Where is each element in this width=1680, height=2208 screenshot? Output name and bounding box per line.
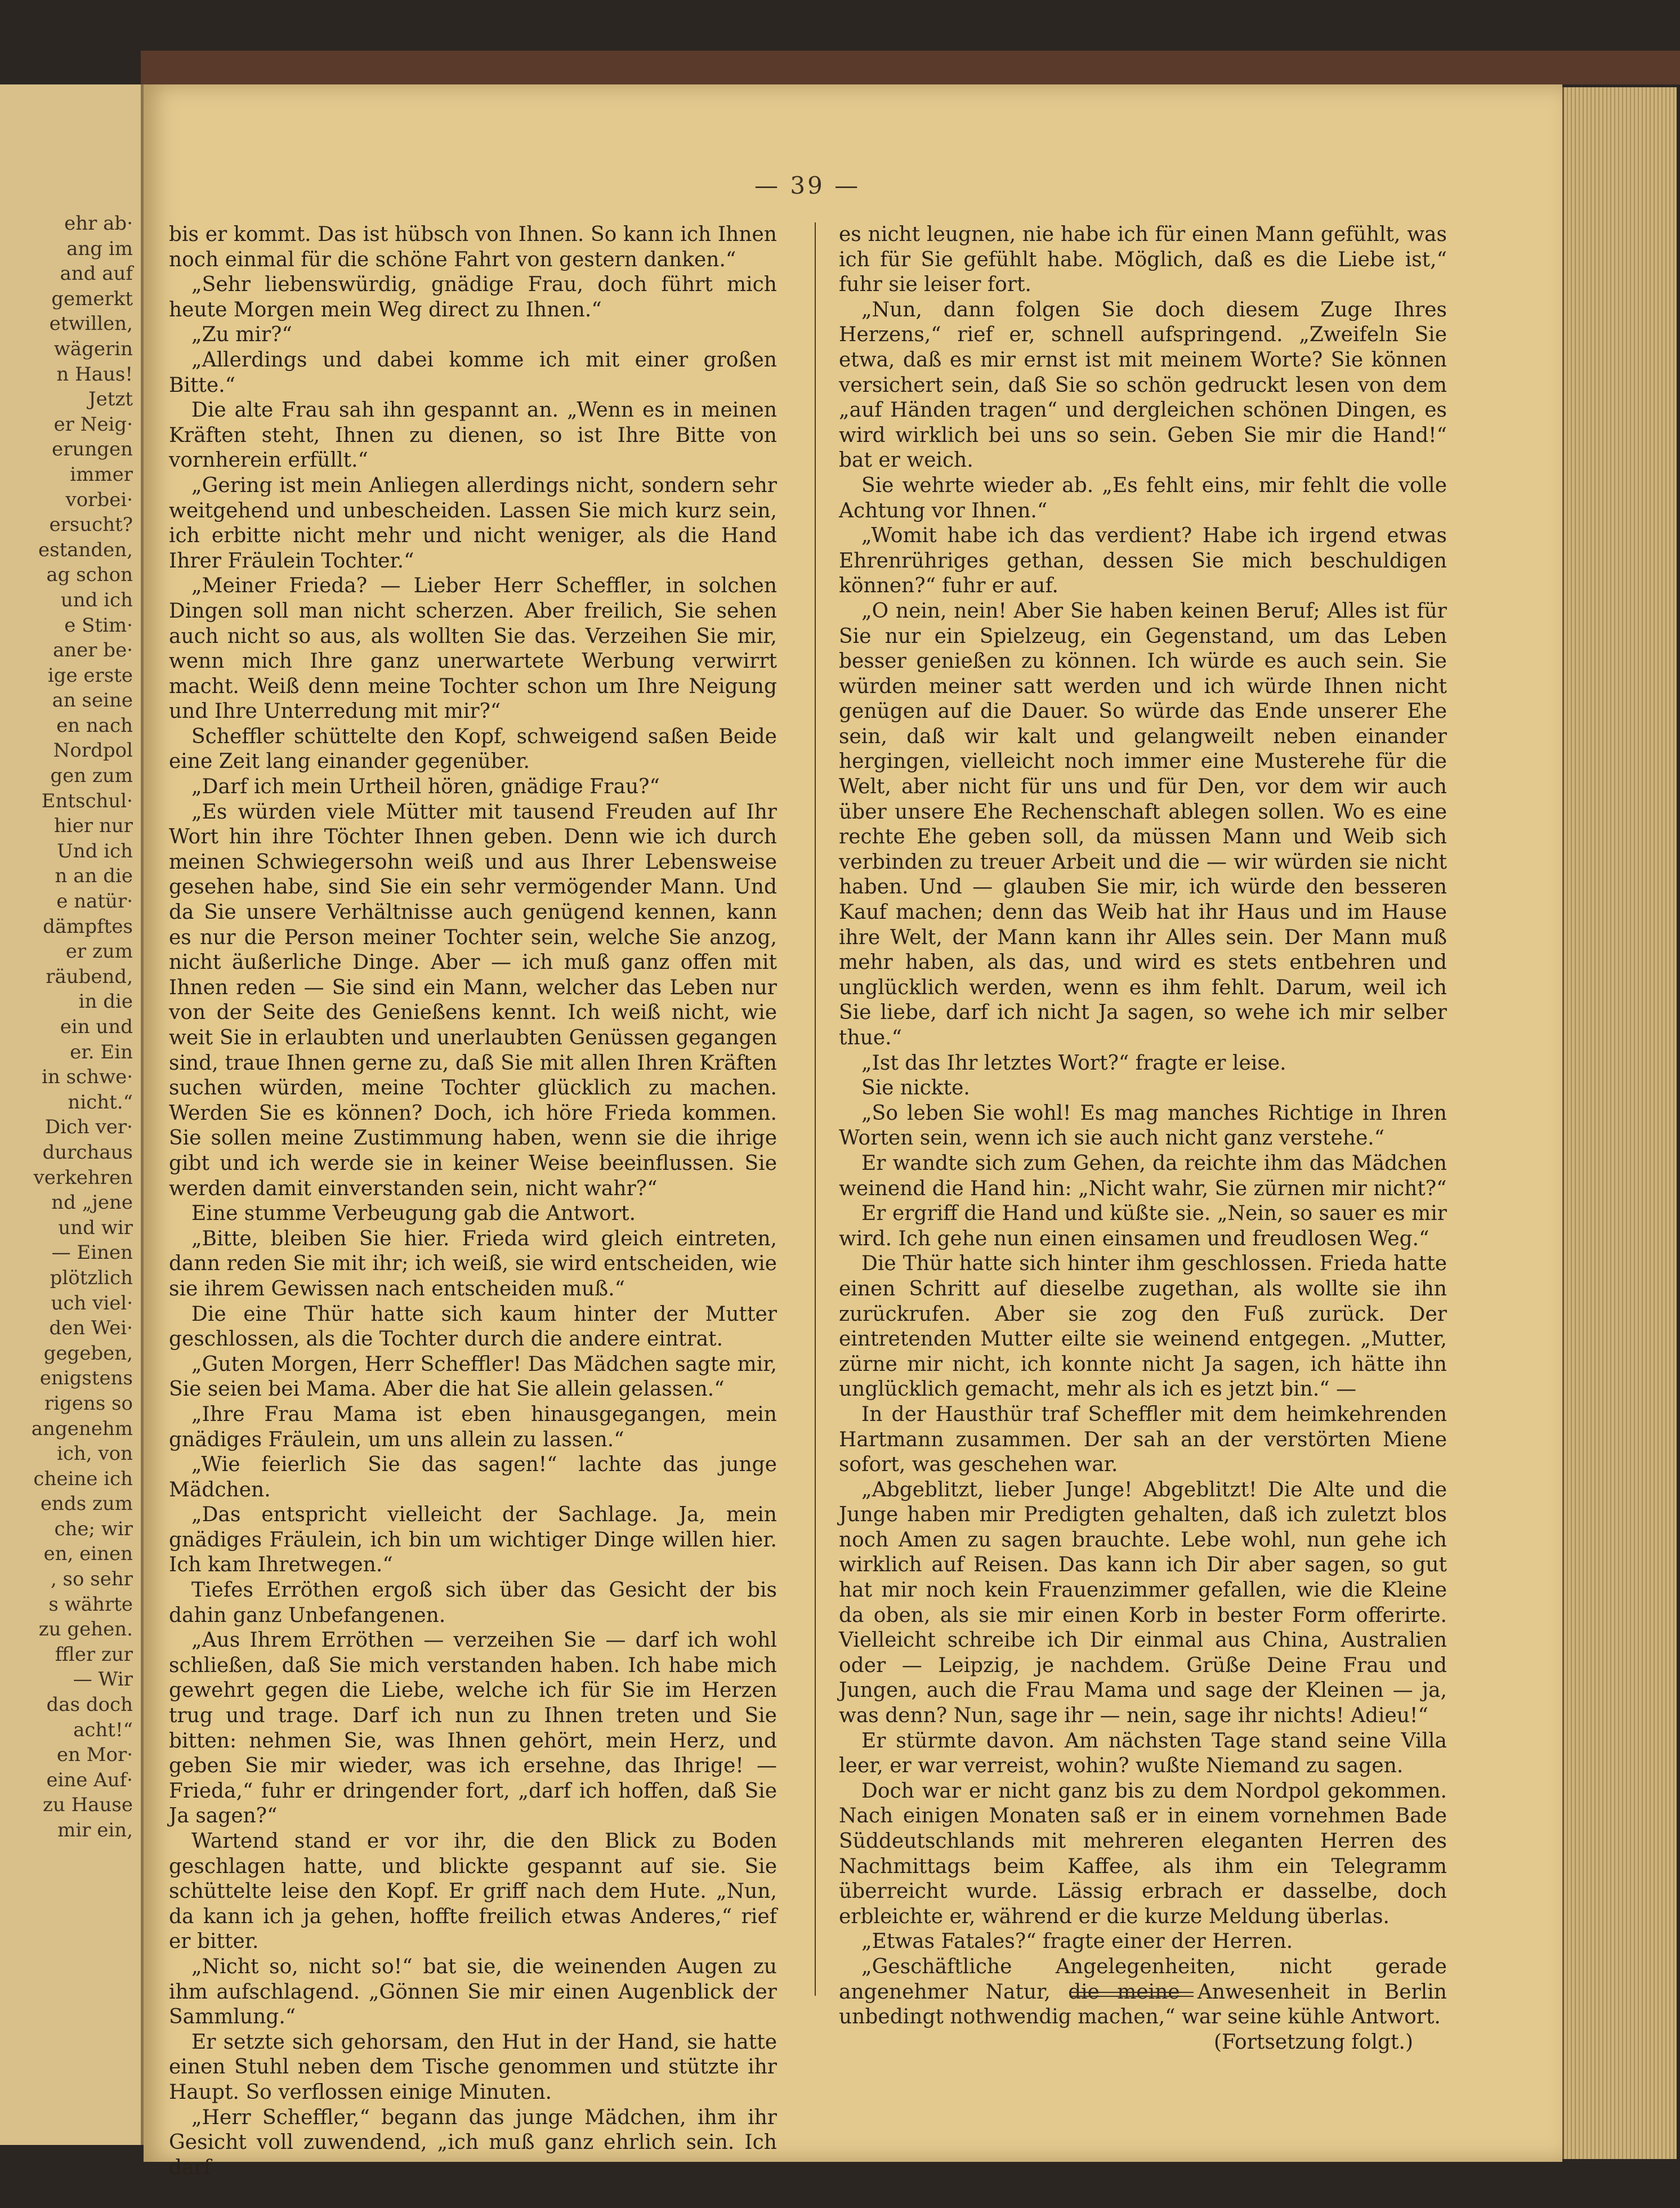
paragraph: Wartend stand er vor ihr, die den Blick zu Boden geschlagen hatte, und blickte gespannt auf sie. Sie schüttelte leise den Kopf. Er griff nach dem Hute. „Nun, da kann ich ja gehen, hoffte freilich etwas Anderes,“ rief er bitter. [169, 1830, 777, 1954]
facing-page-line: n an die [55, 865, 133, 888]
facing-page-line: Jetzt [88, 388, 133, 411]
facing-page-line: Dich ver· [44, 1116, 133, 1139]
facing-page-line: und ich [60, 588, 133, 611]
facing-page-line: ich, von [56, 1442, 133, 1465]
facing-page-line: estanden, [38, 538, 133, 561]
facing-page-line: ein und [60, 1016, 133, 1038]
facing-page-line: plötzlich [50, 1266, 133, 1289]
facing-page-line: ang im [66, 237, 133, 260]
paragraph: Die alte Frau sah ihn gespannt an. „Wenn es in meinen Kräften steht, Ihnen zu dienen, so ist Ihre Bitte von vornherein erfüllt.“ [169, 399, 777, 472]
facing-page-line: erungen [52, 438, 133, 461]
facing-page-line: nd „jene [51, 1191, 133, 1214]
facing-page-line: cheine ich [33, 1467, 133, 1490]
paragraph: „Aus Ihrem Erröthen — verzeihen Sie — darf ich wohl schließen, daß Sie mich verstanden haben. Ich habe mich gewehrt gegen die Liebe, welche ich für Sie im Herzen trug und trage. Darf ich nun zu Ihnen treten und Sie bitten: nehmen Sie, was Ihnen gehört, mein Herz, und geben Sie mir wieder, was ich ersehne, das Ihrige! — Frieda,“ fuhr er dringender fort, „darf ich hoffen, daß Sie Ja sagen?“ [169, 1629, 777, 1828]
facing-page-line: Und ich [57, 839, 133, 862]
facing-page-line: an seine [52, 689, 133, 712]
paragraph: „Allerdings und dabei komme ich mit einer großen Bitte.“ [169, 348, 777, 397]
facing-page-line: ag schon [46, 564, 133, 587]
paragraph: „Womit habe ich das verdient? Habe ich irgend etwas Ehrenrühriges gethan, dessen Sie mich beschuldigen können?“ fuhr er auf. [839, 524, 1447, 598]
paragraph: „So leben Sie wohl! Es mag manches Richtige in Ihren Worten sein, wenn ich sie auch nicht ganz verstehe.“ [839, 1101, 1447, 1150]
paragraph: Tiefes Erröthen ergoß sich über das Gesicht der bis dahin ganz Unbefangenen. [169, 1579, 777, 1627]
paragraph: es nicht leugnen, nie habe ich für einen Mann gefühlt, was ich für Sie gefühlt habe. Möglich, daß es die Liebe ist,“ fuhr sie leiser fort. [839, 223, 1447, 297]
facing-page-line: Nordpol [53, 739, 133, 762]
facing-page-line: e natür· [56, 890, 133, 913]
paragraph: „O nein, nein! Aber Sie haben keinen Beruf; Alles ist für Sie nur ein Spielzeug, ein Gegenstand, um das Leben besser genießen zu können. Ich würde es auch sein. Sie würden meiner satt werden und ich würde Ihnen nicht genügen auf die Dauer. So würde das Ende unserer Ehe sein, daß wir kalt und gelangweilt neben einander hergingen, vielleicht noch immer eine Musterehe für die Welt, aber nicht für uns und für Den, vor dem wir auch über unsere Ehe Rechenschaft ablegen sollen. Wo es eine rechte Ehe geben soll, da müssen Mann und Weib sich verbinden zu treuer Arbeit und die — wir würden sie nicht haben. Und — glauben Sie mir, ich würde den besseren Kauf machen; denn das Weib hat ihr Haus und im Hause ihre Welt, der Mann kann ihr Alles sein. Der Mann muß mehr haben, als das, und wird es stets entbehren und unglücklich werden, wenn es ihm fehlt. Darum, weil ich Sie liebe, darf ich nicht Ja sagen, so wehe ich mir selber thue.“ [839, 599, 1447, 1049]
facing-page-line: en, einen [43, 1543, 133, 1566]
paragraph: „Ist das Ihr letztes Wort?“ fragte er leise. [861, 1051, 1286, 1075]
text-column-right [839, 222, 1447, 2080]
facing-page-line: enigstens [39, 1367, 133, 1390]
page-edges [1562, 87, 1677, 2159]
facing-page-line: ehr ab· [64, 212, 133, 235]
text-column-left [169, 222, 777, 2179]
facing-page-line: en Mor· [56, 1744, 133, 1767]
facing-page-line: mir ein, [57, 1819, 133, 1842]
paragraph: „Ihre Frau Mama ist eben hinausgegangen, mein gnädiges Fräulein, um uns allein zu lassen.“ [169, 1402, 777, 1451]
paragraph: Eine stumme Verbeugung gab die Antwort. [191, 1202, 636, 1226]
paragraph: Er stürmte davon. Am nächsten Tage stand seine Villa leer, er war verreist, wohin? wußte Niemand zu sagen. [839, 1729, 1447, 1778]
column-divider [815, 222, 816, 1996]
paragraph: Scheffler schüttelte den Kopf, schweigend saßen Beide eine Zeit lang einander gegenüber. [169, 725, 777, 774]
facing-page-line: er zum [65, 940, 133, 963]
paragraph: „Geschäftliche Angelegenheiten, nicht gerade angenehmer Natur, die meine Anwesenheit in Berlin unbedingt nothwendig machen,“ war seine kühle Antwort. [839, 1955, 1447, 2029]
paragraph: „Sehr liebenswürdig, gnädige Frau, doch führt mich heute Morgen mein Weg direct zu Ihnen.“ [169, 273, 777, 321]
paragraph: „Meiner Frieda? — Lieber Herr Scheffler, in solchen Dingen soll man nicht scherzen. Aber freilich, Sie sehen auch nicht so aus, als wollten Sie das. Verzeihen Sie mir, wenn mich Ihre ganz unerwartete Werbung verwirrt macht. Weiß denn meine Tochter schon um Ihre Neigung und Ihre Unterredung mit mir?“ [169, 574, 777, 723]
facing-page-line: nicht.“ [68, 1090, 133, 1114]
facing-page-line: ige erste [47, 664, 133, 687]
facing-page-line: etwillen, [49, 312, 133, 336]
paragraph: „Es würden viele Mütter mit tausend Freuden auf Ihr Wort hin ihre Töchter Ihnen geben. Denn wie ich durch meinen Schwiegersohn weiß und aus Ihrer Lebensweise gesehen habe, sind Sie ein sehr vermögender Mann. Und da Sie unsere Verhältnisse auch genügend kennen, kann es nur die Person meiner Tochter sein, welche Sie anzog, nicht äußerliche Dinge. Aber — ich muß ganz offen mit Ihnen reden — Sie sind ein Mann, welcher das Leben nur von der Seite des Genießens kennt. Ich weiß nicht, wie weit Sie in erlaubten und unerlaubten Genüssen gegangen sind, traue Ihnen gerne zu, daß Sie mit allen Ihren Kräften suchen würden, meine Tochter glücklich zu machen. Werden Sie es können? Doch, ich höre Frieda kommen. Sie sollen meine Zustimmung haben, wenn sie die ihrige gibt und ich werde sie in keiner Weise beeinflussen. Sie werden damit einverstanden sein, nicht wahr?“ [169, 800, 777, 1200]
paragraph: „Guten Morgen, Herr Scheffler! Das Mädchen sagte mir, Sie seien bei Mama. Aber die hat Sie allein gelassen.“ [169, 1352, 777, 1401]
facing-page-line: — Wir [73, 1668, 133, 1691]
facing-page-line: er Neig· [53, 413, 133, 436]
facing-page-line: in schwe· [42, 1066, 133, 1089]
facing-page-line: wägerin [53, 337, 133, 360]
paragraph: Doch war er nicht ganz bis zu dem Nordpol gekommen. Nach einigen Monaten saß er in einem vornehmen Bade Süddeutschlands mit mehreren eleganten Herren des Nachmittags beim Kaffee, als ihm ein Telegramm überreicht wurde. Lässig erbrach er dasselbe, doch erbleichte er, während er die kurze Meldung überlas. [839, 1779, 1447, 1928]
facing-page-line: das doch [46, 1693, 133, 1717]
facing-page-left [0, 84, 144, 2145]
facing-page-line: durchaus [42, 1141, 133, 1164]
facing-page-line: — Einen [51, 1241, 133, 1264]
facing-page-line: angenehm [31, 1417, 133, 1440]
facing-page-line: er. Ein [70, 1040, 133, 1063]
facing-page-line: and auf [60, 262, 133, 285]
facing-page-line: ends zum [40, 1492, 133, 1516]
facing-page-line: gegeben, [43, 1342, 133, 1365]
facing-page-line: rigens so [44, 1392, 133, 1415]
paragraph: „Wie feierlich Sie das sagen!“ lachte das junge Mädchen. [169, 1453, 777, 1501]
page-number: — 39 — [754, 172, 861, 199]
facing-page-line: zu Hause [42, 1794, 133, 1817]
paragraph: „Herr Scheffler,“ begann das junge Mädchen, ihm ihr Gesicht voll zuwendend, „ich muß ganz ehrlich sein. Ich darf [169, 2106, 777, 2179]
paragraph: „Nun, dann folgen Sie doch diesem Zuge Ihres Herzens,“ rief er, schnell aufspringend. „Zweifeln Sie etwa, daß es mir ernst ist mit meinem Worte? Sie können versichert sein, daß Sie so schön gedruckt lesen von dem „auf Händen tragen“ und dergleichen schönen Dingen, es wird wirklich bei uns so sein. Geben Sie mir die Hand!“ bat er weich. [839, 298, 1447, 472]
paragraph: „Zu mir?“ [191, 323, 292, 347]
facing-page-line: eine Auf· [46, 1768, 133, 1791]
paragraph: „Etwas Fatales?“ fragte einer der Herren. [861, 1930, 1293, 1954]
facing-page-line: s währte [48, 1593, 133, 1616]
paragraph: Die Thür hatte sich hinter ihm geschlossen. Frieda hatte einen Schritt auf dieselbe zugethan, als wollte sie ihn zurückrufen. Aber sie zog den Fuß zurück. Der eintretenden Mutter eilte sie weinend entgegen. „Mutter, zürne mir nicht, ich konnte nicht Ja sagen, ich hätte ihn unglücklich gemacht, mehr als ich es jetzt bin.“ — [839, 1252, 1447, 1401]
facing-page-line: den Wei· [49, 1317, 133, 1340]
book-binding [141, 51, 1680, 84]
end-rule [1070, 1992, 1194, 1997]
paragraph: Er ergriff die Hand und küßte sie. „Nein, so sauer es mir wird. Ich gehe nun einen einsamen und freudlosen Weg.“ [839, 1202, 1447, 1250]
paragraph: Die eine Thür hatte sich kaum hinter der Mutter geschlossen, als die Tochter durch die andere eintrat. [169, 1302, 777, 1351]
paragraph: In der Hausthür traf Scheffler mit dem heimkehrenden Hartmann zusammen. Der sah an der verstörten Miene sofort, was geschehen war. [839, 1402, 1447, 1477]
facing-page-line: gen zum [50, 765, 133, 788]
facing-page-line: zu gehen. [38, 1618, 133, 1641]
facing-page-line: aner be· [52, 639, 133, 662]
facing-page-line: dämpftes [43, 915, 133, 938]
facing-page-line: che; wir [54, 1517, 133, 1540]
paragraph: bis er kommt. Das ist hübsch von Ihnen. So kann ich Ihnen noch einmal für die schöne Fahrt von gestern danken.“ [169, 223, 777, 271]
paragraph: „Nicht so, nicht so!“ bat sie, die weinenden Augen zu ihm aufschlagend. „Gönnen Sie mir einen Augenblick der Sammlung.“ [169, 1955, 777, 2029]
facing-page-line: e Stim· [64, 614, 133, 637]
paragraph: Er wandte sich zum Gehen, da reichte ihm das Mädchen weinend die Hand hin: „Nicht wahr, Sie zürnen mir nicht?“ [839, 1151, 1447, 1200]
paragraph: „Das entspricht vielleicht der Sachlage. Ja, mein gnädiges Fräulein, ich bin um wichtiger Dinge willen hier. Ich kam Ihretwegen.“ [169, 1503, 777, 1577]
facing-page-line: ffler zur [55, 1643, 133, 1666]
facing-page-line: n Haus! [56, 363, 133, 386]
facing-page-line: hier nur [53, 815, 133, 838]
paragraph: „Darf ich mein Urtheil hören, gnädige Frau?“ [191, 775, 660, 799]
facing-page-line: und wir [58, 1216, 133, 1239]
paragraph: Sie wehrte wieder ab. „Es fehlt eins, mir fehlt die volle Achtung vor Ihnen.“ [839, 473, 1447, 522]
paragraph: Sie nickte. [861, 1076, 970, 1100]
paragraph: „Bitte, bleiben Sie hier. Frieda wird gleich eintreten, dann reden Sie mit ihr; ich weiß, sie wird entscheiden, wie sie ihrem Gewissen nach entscheiden muß.“ [169, 1227, 777, 1300]
facing-page-line: immer [70, 463, 133, 486]
facing-page-text [3, 211, 133, 1843]
paragraph: „Gering ist mein Anliegen allerdings nicht, sondern sehr weitgehend und unbescheiden. Lassen Sie mich kurz sein, ich erbitte nicht mehr und nicht weniger, als die Hand Ihrer Fräulein Tochter.“ [169, 473, 777, 573]
facing-page-line: in die [78, 990, 133, 1013]
facing-page-line: vorbei· [65, 488, 133, 511]
facing-page-line: räubend, [46, 965, 133, 988]
facing-page-line: ersucht? [49, 513, 133, 537]
facing-page-line: verkehren [33, 1166, 133, 1189]
paragraph: „Abgeblitzt, lieber Junge! Abgeblitzt! Die Alte und die Junge haben mir Predigten gehalten, daß ich zuletzt blos noch Amen zu sagen brauchte. Lebe wohl, nun gehe ich wirklich auf Reisen. Das kann ich Dir aber sagen, so gut hat mir noch kein Frauenzimmer gefallen, wie die Kleine da oben, als sie mir einen Korb in bester Form offerirte. Vielleicht schreibe ich Dir einmal aus China, Australien oder — Leipzig, je nachdem. Grüße Deine Frau und Jungen, auch die Frau Mama und sage der Kleinen — ja, was denn? Nun, sage ihr — nein, sage ihr nichts! Adieu!“ [839, 1478, 1447, 1728]
facing-page-line: gemerkt [51, 287, 133, 310]
facing-page-line: Entschul· [41, 789, 133, 812]
facing-page-line: , so sehr [50, 1568, 133, 1591]
paragraph: Er setzte sich gehorsam, den Hut in der Hand, sie hatte einen Stuhl neben dem Tische genommen und stützte ihr Haupt. So verflossen einige Minuten. [169, 2030, 777, 2104]
facing-page-line: acht!“ [73, 1718, 133, 1741]
facing-page-line: en nach [56, 714, 133, 737]
facing-page-line: uch viel· [51, 1291, 133, 1315]
paragraph: (Fortsetzung folgt.) [1214, 2030, 1413, 2054]
